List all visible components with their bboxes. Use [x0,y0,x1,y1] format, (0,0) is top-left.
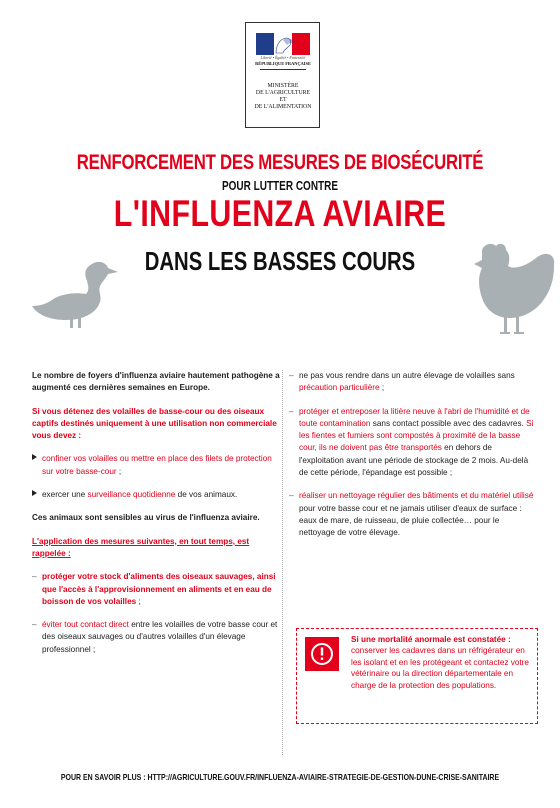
alert-body: conserver les cadavres dans un réfrigérateur en les isolant et en les protégeant et contactez votre vétérinaire ou la direction départementale en charge de la protection des populations. [351,646,529,690]
item-text: en dehors de l'exploitation avant une période de stockage de 2 mois. Au-delà de cette période, l'épandage est possible ; [299,443,529,478]
item-red-text: Si les fientes et fumiers sont compostés à proximité de la basse cour, ils ne doivent pas être transportés [299,418,534,453]
republic-text: RÉPUBLIQUE FRANÇAISE [255,61,311,66]
left-column [32,370,280,667]
item-text: pour votre basse cour et ne jamais utiliser d'eaux de surface : eaux de mare, de ruisseau, de pluie collectée… pour le nettoyage de votre élevage. [299,503,522,538]
item-red-text: surveillance quotidienne [87,490,176,500]
item-red-text: confiner vos volailles ou mettre en place des filets de protection sur votre basse-cour [42,454,272,476]
ministry-line: DE L'AGRICULTURE [255,90,311,96]
right-column [289,370,537,551]
dash-bullet: – [32,572,37,582]
dash-bullet: – [289,406,294,416]
ministry-line: DE L'ALIMENTATION [254,104,312,110]
alert-text [351,634,533,691]
list-item [32,453,280,478]
dash-bullet: – [32,620,37,630]
ministry-logo [245,22,320,128]
item-text: ; [136,596,141,606]
list-item [32,489,280,501]
title-line-2: POUR LUTTER CONTRE [221,179,339,193]
arrow-bullet-icon [32,454,37,460]
item-text: de vos animaux. [175,490,238,500]
alert-bold: Si une mortalité anormale est constatée : [351,635,511,644]
item-text: ne pas vous rendre dans un autre élevage de volailles sans [299,371,515,380]
hen-icon [466,240,556,340]
item-text: ; [379,383,385,393]
title-line-3: L'INFLUENZA AVIAIRE [113,193,447,234]
ministry-name [249,83,317,111]
exclamation-circle-icon [305,637,339,671]
marianne-flag-icon [256,33,310,55]
sensitivity-paragraph: Ces animaux sont sensibles au virus de l'influenza aviaire. [32,513,260,523]
list-item [32,571,280,608]
item-text: exercer une [42,490,88,500]
intro-paragraph: Le nombre de foyers d'influenza aviaire hautement pathogène a augmenté ces dernières semaines en Europe. [32,371,280,393]
mortality-alert-box [296,628,538,724]
item-red-text: protéger votre stock d'aliments des oiseaux sauvages, ainsi que l'accès à l'approvisionnement en aliments et en eau de boisson de vos volailles [42,572,276,606]
ministry-line: ET [279,97,287,103]
motto-text: Liberté • Égalité • Fraternité [260,56,306,60]
item-red-text: éviter tout contact direct [42,620,129,630]
logo-divider [260,69,306,70]
ministry-line: MINISTÈRE [267,83,299,89]
item-red-text: précaution particulière [299,383,380,393]
arrow-bullet-icon [32,490,37,496]
application-heading: L'application des mesures suivantes, en tout temps, est rappelée : [32,536,250,558]
item-text: sans contact possible avec des cadavres. [370,418,527,428]
title-line-1: RENFORCEMENT DES MESURES DE BIOSÉCURITÉ [76,150,484,174]
item-text: ; [116,466,122,476]
item-red-text: réaliser un nettoyage régulier des bâtiments et du matériel utilisé [299,491,534,501]
list-item [289,406,537,480]
dash-bullet: – [289,491,294,501]
duck-icon [30,260,120,330]
footer-link-line: POUR EN SAVOIR PLUS : HTTP://AGRICULTURE.GOUV.FR/INFLUENZA-AVIAIRE-STRATEGIE-DE-GESTION-DUNE-CRISE-SANITAIRE [60,772,500,782]
owner-question: Si vous détenez des volailles de basse-cour ou des oiseaux captifs destinés uniquement à une utilisation non commerciale vous devez : [32,406,277,441]
list-item [289,370,537,395]
item-text: entre les volailles de votre basse cour et des oiseaux sauvages ou d'autres volailles d'un élevage professionnel ; [42,620,278,654]
title-line-4: DANS LES BASSES COURS [144,246,416,276]
dash-bullet: – [289,371,294,380]
list-item [289,490,537,539]
column-divider [282,370,283,755]
item-red-text: protéger et entreposer la litière neuve à l'abri de l'humidité et de toute contamination [299,406,530,428]
list-item [32,619,280,656]
